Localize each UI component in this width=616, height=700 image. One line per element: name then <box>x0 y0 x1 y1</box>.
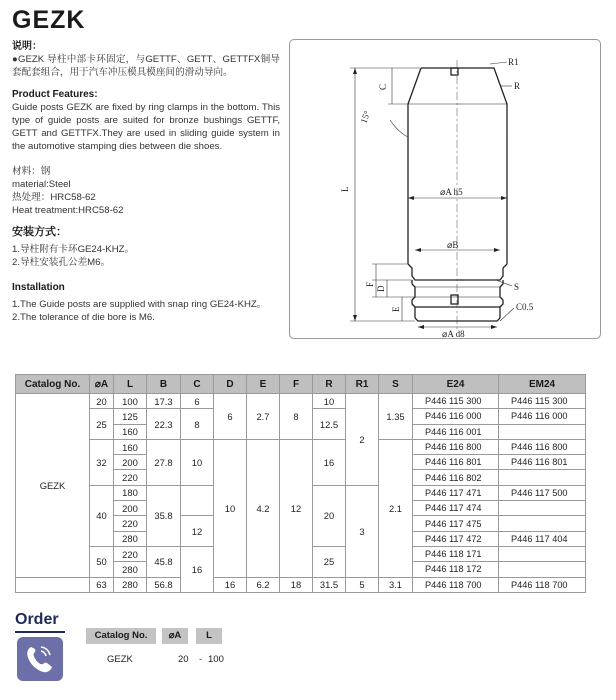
cell-em24: P446 118 700 <box>499 577 586 592</box>
cn-material: 材料：钢 <box>12 166 51 177</box>
cn-desc-text: ●GEZK 导柱中部卡环固定，与GETTF、GETT、GETTFX铜导套配套组合，用于汽车冲压模具模座间的滑动导向。 <box>12 54 280 78</box>
cn-install-1: 1.导柱附有卡环GE24-KHZ。 <box>12 244 135 255</box>
cell-d: 10 <box>214 439 247 577</box>
col-header: Catalog No. <box>16 375 90 394</box>
table-row <box>16 439 586 454</box>
order-header-a: ⌀A <box>162 628 188 644</box>
table-row <box>16 577 586 592</box>
order-range-end: 100 <box>208 654 224 665</box>
cell-a: 32 <box>90 439 114 485</box>
cell-r1: 5 <box>346 577 379 592</box>
cell-f: 12 <box>280 439 313 577</box>
en-features-text: Guide posts GEZK are fixed by ring clamps in the bottom. This type of guide posts are suited for bronze bushings GETTF, GETT and GETTFX.They are used in sliding guide system in the automotive stamping dies between die shoes. <box>12 102 280 152</box>
cn-heat: 热处理：HRC58-62 <box>12 192 96 203</box>
cell-b: 27.8 <box>147 439 181 485</box>
label-ad8: ⌀A d8 <box>442 329 465 339</box>
cell-e24: P446 116 000 <box>413 409 499 424</box>
cell-em24: P446 116 800 <box>499 439 586 454</box>
cell-e24: P446 116 801 <box>413 455 499 470</box>
label-l: L <box>340 186 350 192</box>
cell-r: 10 <box>313 394 346 409</box>
cell-l: 180 <box>114 485 147 500</box>
cell-a: 50 <box>90 546 114 577</box>
cell-l: 280 <box>114 562 147 577</box>
cell-l: 200 <box>114 501 147 516</box>
cell-l: 160 <box>114 439 147 454</box>
description-column <box>12 40 280 324</box>
spec-table <box>15 374 586 593</box>
cell-f: 8 <box>280 394 313 440</box>
cell-l: 125 <box>114 409 147 424</box>
order-underline <box>15 631 65 633</box>
cn-install-heading: 安装方式： <box>12 226 67 238</box>
order-range-separator: - <box>199 654 203 665</box>
cell-r: 20 <box>313 485 346 546</box>
cell-em24 <box>499 516 586 531</box>
en-material: material:Steel <box>12 179 71 190</box>
cell-e24: P446 116 800 <box>413 439 499 454</box>
label-d: D <box>376 285 386 292</box>
order-header-catalog: Catalog No. <box>86 628 156 644</box>
cell-c-empty <box>181 485 214 516</box>
cell-s: 1.35 <box>379 394 413 440</box>
cell-l: 280 <box>114 577 147 592</box>
cell-e24: P446 117 475 <box>413 516 499 531</box>
cell-a: 25 <box>90 409 114 440</box>
cell-e24: P446 118 171 <box>413 546 499 561</box>
label-s: S <box>514 282 520 292</box>
cell-r1: 2 <box>346 394 379 486</box>
label-f: F <box>365 281 375 287</box>
page-title: GEZK <box>12 6 86 34</box>
label-angle: 15° <box>358 109 373 125</box>
cell-r: 31.5 <box>313 577 346 592</box>
col-header: D <box>214 375 247 394</box>
table-row <box>16 394 586 409</box>
cn-desc-heading: 说明： <box>12 41 42 52</box>
cell-em24 <box>499 546 586 561</box>
cell-b: 17.3 <box>147 394 181 409</box>
col-header: L <box>114 375 147 394</box>
label-ah5: ⌀A h5 <box>440 187 463 197</box>
cell-l: 220 <box>114 516 147 531</box>
col-header: C <box>181 375 214 394</box>
cell-l: 220 <box>114 470 147 485</box>
cell-d: 6 <box>214 394 247 440</box>
cell-a: 20 <box>90 394 114 409</box>
label-c05: C0.5 <box>516 302 534 312</box>
cell-a: 40 <box>90 485 114 546</box>
order-catalog-value: GEZK <box>107 654 133 665</box>
cell-e24: P446 116 802 <box>413 470 499 485</box>
cell-em24: P446 116 000 <box>499 409 586 424</box>
cell-em24: P446 117 404 <box>499 531 586 546</box>
cell-em24: P446 115 300 <box>499 394 586 409</box>
cell-c: 8 <box>181 409 214 440</box>
technical-drawing <box>289 39 601 339</box>
col-header: ⌀A <box>90 375 114 394</box>
cell-e24: P446 118 700 <box>413 577 499 592</box>
cell-e24: P446 117 472 <box>413 531 499 546</box>
cell-s: 2.1 <box>379 439 413 577</box>
guide-post-drawing <box>290 40 602 340</box>
catalog-cell: GEZK <box>16 394 90 578</box>
cell-em24 <box>499 424 586 439</box>
cell-em24 <box>499 501 586 516</box>
cell-l: 280 <box>114 531 147 546</box>
cell-s: 3.1 <box>379 577 413 592</box>
cell-r: 16 <box>313 439 346 485</box>
col-header: E24 <box>413 375 499 394</box>
cell-b: 56.8 <box>147 577 181 592</box>
label-b: ⌀B <box>447 240 459 250</box>
cell-em24: P446 116 801 <box>499 455 586 470</box>
cell-e: 6.2 <box>247 577 280 592</box>
cell-d: 16 <box>214 577 247 592</box>
cn-install-2: 2.导柱安装孔公差M6。 <box>12 257 111 268</box>
order-header-l: L <box>196 628 222 644</box>
cell-b: 22.3 <box>147 409 181 440</box>
col-header: S <box>379 375 413 394</box>
order-range-start: 20 <box>178 654 189 665</box>
cell-a: 63 <box>90 577 114 592</box>
col-header: R <box>313 375 346 394</box>
cell-r: 12.5 <box>313 409 346 440</box>
cell-b: 35.8 <box>147 485 181 546</box>
label-r: R <box>514 81 521 91</box>
order-title: Order <box>15 611 59 628</box>
cell-r: 25 <box>313 546 346 577</box>
cell-r1: 3 <box>346 485 379 577</box>
col-header: F <box>280 375 313 394</box>
cell-c: 10 <box>181 439 214 485</box>
cell-em24 <box>499 470 586 485</box>
en-install-2: 2.The tolerance of die bore is M6. <box>12 312 155 323</box>
cell-e24: P446 116 001 <box>413 424 499 439</box>
cell-b: 45.8 <box>147 546 181 577</box>
en-heat: Heat treatment:HRC58-62 <box>12 205 124 216</box>
cell-e24: P446 118 172 <box>413 562 499 577</box>
en-install-heading: Installation <box>12 282 65 293</box>
col-header: B <box>147 375 181 394</box>
cell-e24: P446 115 300 <box>413 394 499 409</box>
catalog-cell-empty <box>16 577 90 592</box>
cell-l: 160 <box>114 424 147 439</box>
cell-l: 100 <box>114 394 147 409</box>
en-install-1: 1.The Guide posts are supplied with snap ring GE24-KHZ。 <box>12 299 267 310</box>
cell-f: 18 <box>280 577 313 592</box>
col-header: R1 <box>346 375 379 394</box>
col-header: EM24 <box>499 375 586 394</box>
cell-l: 220 <box>114 546 147 561</box>
cell-e: 2.7 <box>247 394 280 440</box>
cell-e24: P446 117 474 <box>413 501 499 516</box>
cell-c: 16 <box>181 546 214 592</box>
en-features-heading: Product Features: <box>12 89 98 100</box>
cell-em24: P446 117 500 <box>499 485 586 500</box>
cell-e: 4.2 <box>247 439 280 577</box>
cell-c: 12 <box>181 516 214 547</box>
label-r1: R1 <box>508 57 519 67</box>
col-header: E <box>247 375 280 394</box>
label-e: E <box>391 306 401 312</box>
label-c: C <box>378 83 388 90</box>
cell-em24 <box>499 562 586 577</box>
cell-e24: P446 117 471 <box>413 485 499 500</box>
table-header-row <box>16 375 586 394</box>
phone-icon <box>17 637 63 681</box>
cell-l: 200 <box>114 455 147 470</box>
cell-c: 6 <box>181 394 214 409</box>
